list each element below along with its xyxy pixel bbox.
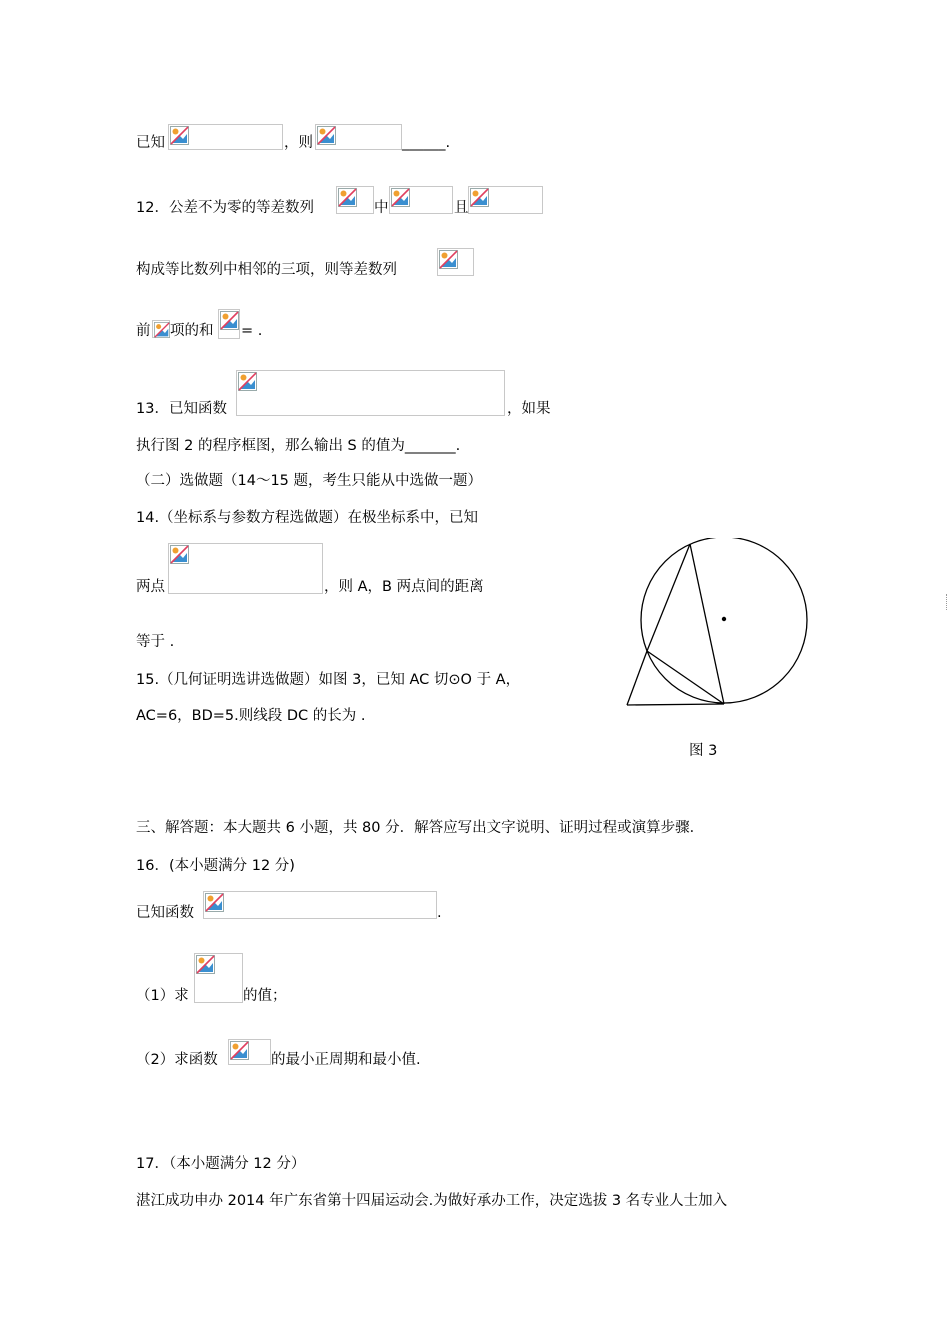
broken-image-icon: [391, 188, 410, 207]
q14-line2-suffix: [324, 577, 484, 597]
figure-caption-text: 图 3: [689, 743, 718, 759]
q16-l1-suffix: .: [437, 905, 442, 921]
q16-p1-suffix: 的值；: [243, 988, 287, 1004]
q12-mid2: 且: [454, 200, 469, 216]
q11-blank-line: [402, 133, 450, 153]
q16-part2-suffix: [271, 1050, 421, 1070]
q13-suffix-line: [507, 399, 551, 419]
broken-image-icon: [470, 188, 489, 207]
q17-line1: [136, 1191, 727, 1211]
q14-l2-prefix: 两点: [136, 579, 165, 595]
formula-image: [168, 543, 323, 594]
q16-header: [136, 856, 295, 876]
q17-line1-text: 湛江成功申办 2014 年广东省第十四届运动会.为做好承办工作，决定选拔 3 名专业人士加入: [136, 1193, 728, 1209]
q12-line3-mid: [170, 321, 214, 341]
q16-p1-prefix: （1）求: [136, 988, 189, 1004]
q11-line: [136, 133, 165, 153]
q16-line1-suffix: [437, 903, 442, 923]
q16-p2-suffix: 的最小正周期和最小值.: [271, 1052, 421, 1068]
formula-image: [468, 186, 543, 214]
q16-part1-suffix: [243, 986, 287, 1006]
formula-image: [389, 186, 453, 214]
q14-line1-text: 14.（坐标系与参数方程选做题）在极坐标系中，已知: [136, 510, 479, 526]
broken-image-icon: [317, 126, 336, 145]
broken-image-icon: [196, 955, 215, 974]
broken-image-icon: [154, 322, 170, 338]
formula-image: [168, 124, 283, 150]
formula-image: [194, 953, 243, 1003]
q12-line3-suffix: [241, 321, 262, 341]
q14-line2-prefix: [136, 577, 165, 597]
formula-image: [336, 186, 374, 214]
section3-text: 三、解答题：本大题共 6 小题，共 80 分．解答应写出文字说明、证明过程或演算步骤．: [136, 820, 705, 836]
segment: [647, 544, 690, 651]
q16-header-text: 16．(本小题满分 12 分): [136, 858, 295, 874]
q13-prefix: 13．已知函数: [136, 401, 227, 417]
segment: [690, 544, 724, 704]
q17-header: [136, 1154, 305, 1174]
q14-line1: [136, 508, 478, 528]
q12-line3-prefix: [136, 321, 151, 341]
broken-image-icon: [205, 893, 224, 912]
q14-line3-text: 等于 .: [136, 634, 175, 650]
broken-image-icon: [220, 311, 239, 330]
section2-heading: [136, 471, 482, 491]
q14-l2-suffix: ，则 A，B 两点间的距离: [324, 579, 484, 595]
q15-line1-text: 15.（几何证明选讲选做题）如图 3，已知 AC 切⊙O 于 A，: [136, 672, 521, 688]
scroll-indicator: [946, 594, 950, 610]
broken-image-icon: [439, 250, 458, 269]
q15-line2: [136, 706, 366, 726]
q13-suffix: ，如果: [507, 401, 551, 417]
section2-text: （二）选做题（14～15 题，考生只能从中选做一题）: [136, 473, 483, 489]
geometry-figure: [620, 538, 815, 713]
formula-image: [203, 891, 437, 919]
q11-prefix: 已知: [136, 135, 165, 151]
formula-image: [315, 124, 402, 150]
q17-header-text: 17．（本小题满分 12 分）: [136, 1156, 306, 1172]
q15-line1: [136, 670, 520, 690]
broken-image-icon: [238, 372, 257, 391]
q13-line1: [136, 399, 227, 419]
q13-line2-text: 执行图 2 的程序框图，那么输出 S 的值为_______.: [136, 438, 461, 454]
q16-line1-prefix: [136, 903, 194, 923]
q12-mid1: 中: [374, 200, 389, 216]
q12-mid2-line: [454, 198, 469, 218]
formula-image: [152, 320, 170, 338]
broken-image-icon: [170, 545, 189, 564]
q12-line2: [136, 260, 397, 280]
q11-mid-line: [284, 133, 313, 153]
q13-line2: [136, 436, 460, 456]
formula-image: [236, 370, 505, 416]
section3-heading: [136, 818, 704, 838]
q16-p2-prefix: （2）求函数: [136, 1052, 218, 1068]
q16-l1-prefix: 已知函数: [136, 905, 194, 921]
broken-image-icon: [170, 126, 189, 145]
q12-l3-suffix: = .: [241, 323, 263, 339]
segment: [647, 651, 724, 704]
formula-image: [437, 248, 474, 276]
formula-image: [228, 1039, 271, 1065]
q11-blank: ______.: [402, 135, 451, 151]
q11-mid: ，则: [284, 135, 313, 151]
formula-image: [218, 309, 240, 339]
center-point: [722, 617, 726, 621]
q12-line2-text: 构成等比数列中相邻的三项，则等差数列: [136, 262, 397, 278]
q16-part2-prefix: [136, 1050, 218, 1070]
q15-line2-text: AC=6，BD=5.则线段 DC 的长为 .: [136, 708, 366, 724]
broken-image-icon: [230, 1041, 249, 1060]
segment: [627, 651, 647, 705]
figure-caption: [689, 741, 717, 761]
q12-l3-mid: 项的和: [170, 323, 214, 339]
q12-line1: [136, 198, 314, 218]
segment: [627, 704, 724, 705]
q12-l3-prefix: 前: [136, 323, 151, 339]
q14-line3: [136, 632, 174, 652]
q12-mid1-line: [374, 198, 389, 218]
broken-image-icon: [338, 188, 357, 207]
q16-part1-prefix: [136, 986, 189, 1006]
q12-prefix: 12．公差不为零的等差数列: [136, 200, 314, 216]
